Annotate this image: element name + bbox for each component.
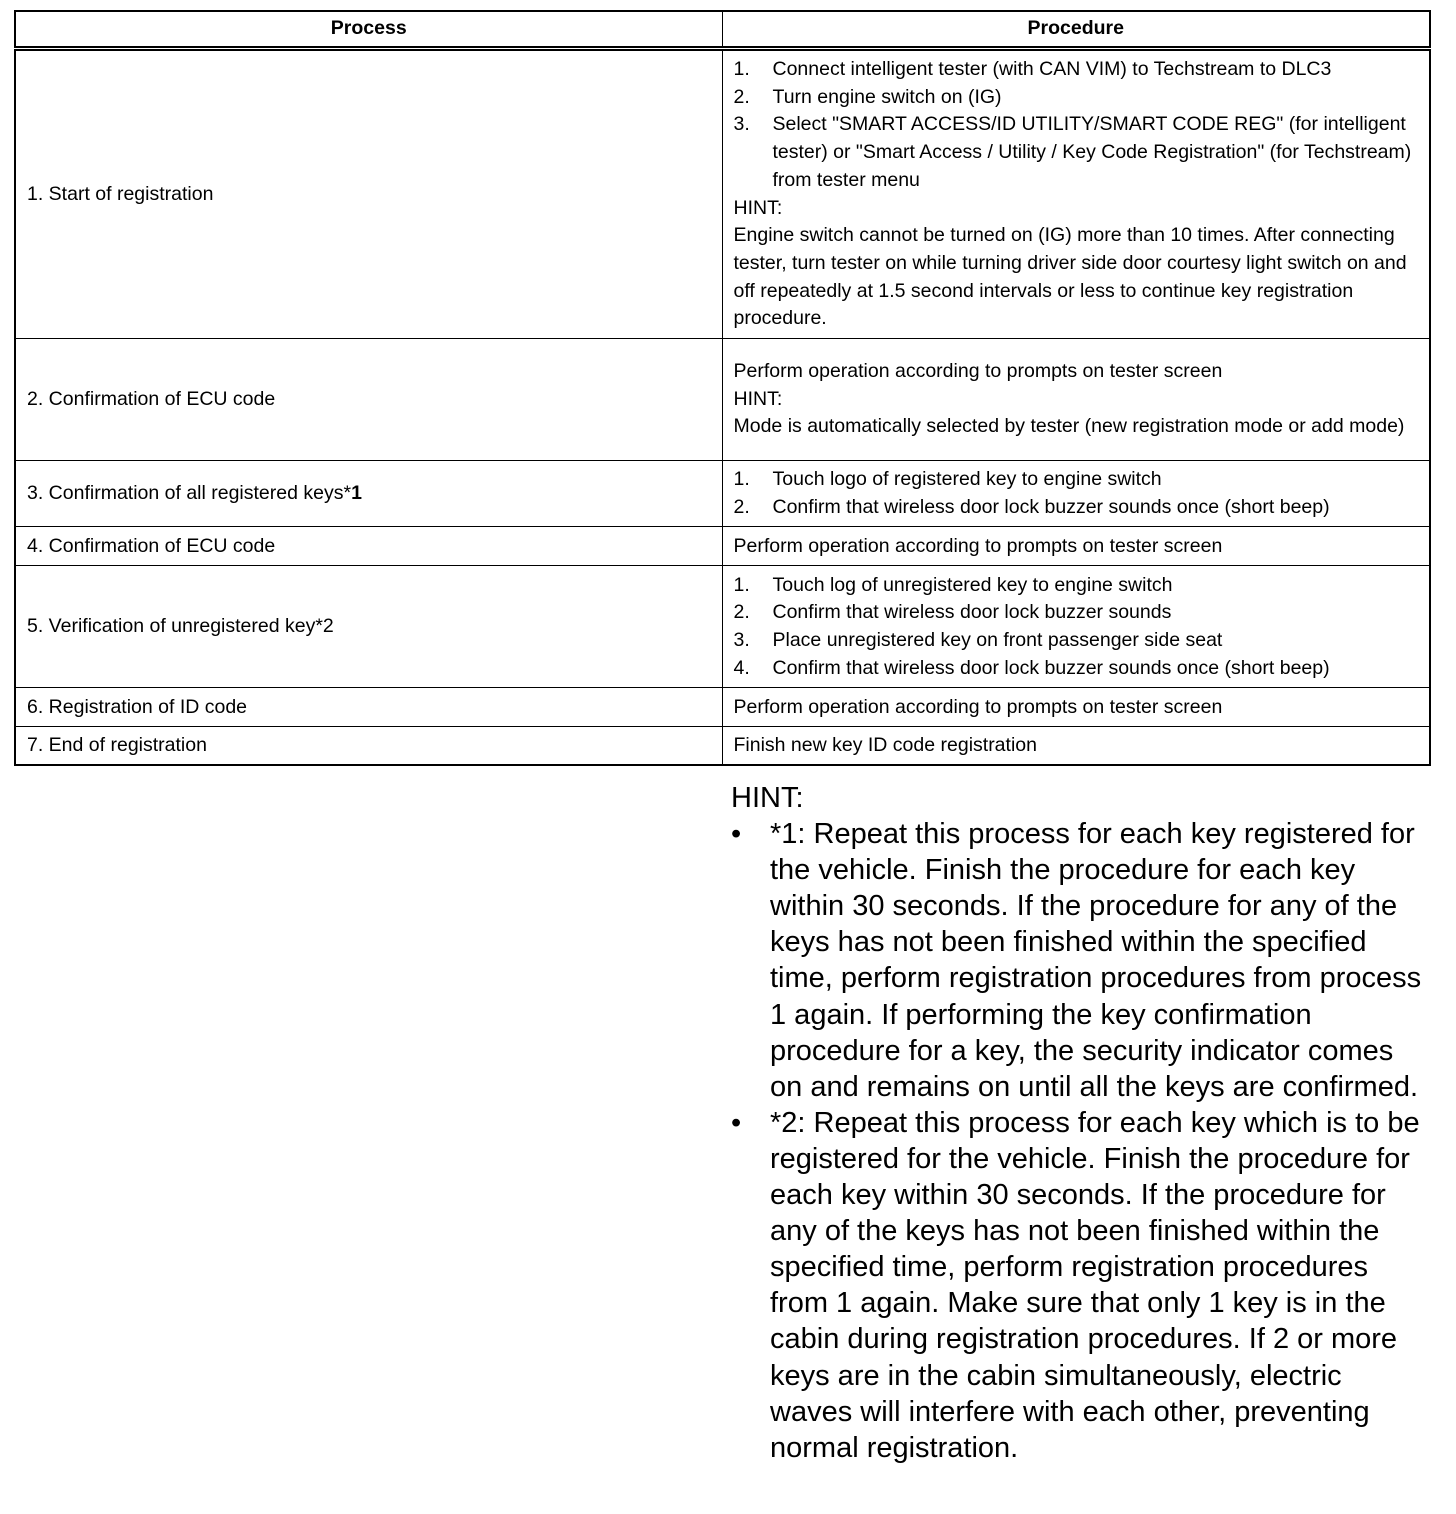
hint-item-text: *2: Repeat this process for each key which is to be registered for the vehicle. Finish the procedure for each key within 30 seconds. If the procedure for any of the keys has not been finished within the specified time, perform registration procedures from 1 again. Make sure that only 1 key is in the cabin during registration procedures. If 2 or more keys are in the cabin simultaneously, electric waves will interfere with each other, preventing normal registration. <box>770 1106 1420 1464</box>
process-cell: 4. Confirmation of ECU code <box>15 527 722 566</box>
footnote-marker: 1 <box>351 481 362 504</box>
step-text: Select "SMART ACCESS/ID UTILITY/SMART CODE REG" (for intelligent tester) or "Smart Access / Utility / Key Code Registration" (for Techstream) from tester menu <box>772 113 1412 191</box>
hint-text: Mode is automatically selected by tester (new registration mode or add mode) <box>733 415 1405 438</box>
process-label: 3. Confirmation of all registered keys* <box>27 481 352 504</box>
step-number: 4. <box>733 656 750 679</box>
table-row <box>15 49 1430 339</box>
table-row <box>15 727 1430 765</box>
registration-procedure-table <box>14 10 1431 766</box>
step-number: 2. <box>733 601 750 624</box>
process-cell: 1. Start of registration <box>15 49 722 339</box>
procedure-cell: Perform operation according to prompts on tester screen <box>722 527 1430 566</box>
hint-list-item <box>731 1105 1431 1466</box>
step-text: Touch log of unregistered key to engine switch <box>772 573 1173 596</box>
procedure-step <box>734 494 1419 522</box>
hint-section <box>731 780 1431 1466</box>
table-row <box>15 527 1430 566</box>
step-text: Confirm that wireless door lock buzzer sounds once (short beep) <box>772 656 1330 679</box>
procedure-step <box>734 599 1419 627</box>
procedure-cell: Perform operation according to prompts on tester screen <box>722 688 1430 727</box>
procedure-step <box>734 466 1419 494</box>
step-number: 1. <box>733 573 750 596</box>
procedure-step <box>734 627 1419 655</box>
column-header-procedure: Procedure <box>722 11 1430 49</box>
table-row <box>15 688 1430 727</box>
step-text: Turn engine switch on (IG) <box>772 85 1002 108</box>
procedure-cell: Finish new key ID code registration <box>722 727 1430 765</box>
procedure-cell <box>722 49 1430 339</box>
step-text: Confirm that wireless door lock buzzer sounds once (short beep) <box>772 495 1330 518</box>
hint-item-text: *1: Repeat this process for each key registered for the vehicle. Finish the procedure for each key within 30 seconds. If the procedure for any of the keys has not been finished within the specified time, perform registration procedures from process 1 again. If performing the key confirmation procedure for a key, the security indicator comes on and remains on until all the keys are confirmed. <box>770 818 1422 1103</box>
hint-title: HINT: <box>731 782 804 814</box>
hint-list-item <box>731 816 1431 1105</box>
table-row <box>15 566 1430 688</box>
table-row <box>15 339 1430 461</box>
step-text: Touch logo of registered key to engine switch <box>772 468 1162 491</box>
procedure-step <box>734 84 1419 112</box>
table-row <box>15 461 1430 527</box>
hint-text: Engine switch cannot be turned on (IG) more than 10 times. After connecting tester, turn tester on while turning driver side door courtesy light switch on and off repeatedly at 1.5 second intervals or less to continue key registration procedure. <box>733 224 1407 330</box>
process-cell: 2. Confirmation of ECU code <box>15 339 722 461</box>
process-cell <box>15 461 722 527</box>
procedure-text: Perform operation according to prompts on tester screen <box>733 359 1223 382</box>
procedure-cell <box>722 461 1430 527</box>
procedure-step <box>734 111 1419 194</box>
step-number: 2. <box>733 85 750 108</box>
step-text: Connect intelligent tester (with CAN VIM) to Techstream to DLC3 <box>772 58 1332 80</box>
procedure-step <box>734 56 1419 84</box>
procedure-step <box>734 655 1419 683</box>
procedure-cell <box>722 339 1430 461</box>
procedure-step <box>734 572 1419 600</box>
hint-label: HINT: <box>733 387 783 410</box>
process-cell: 6. Registration of ID code <box>15 688 722 727</box>
step-number: 1. <box>733 468 750 491</box>
step-number: 1. <box>733 58 750 80</box>
process-cell: 7. End of registration <box>15 727 722 765</box>
bullet-icon: • <box>731 1106 742 1139</box>
column-header-process: Process <box>15 11 722 49</box>
hint-label: HINT: <box>733 196 783 219</box>
step-number: 3. <box>733 628 750 651</box>
step-text: Place unregistered key on front passenger side seat <box>772 628 1223 651</box>
table-header-row <box>15 11 1430 49</box>
bullet-icon: • <box>731 818 742 851</box>
step-number: 3. <box>733 113 750 136</box>
procedure-cell <box>722 566 1430 688</box>
step-text: Confirm that wireless door lock buzzer sounds <box>772 601 1172 624</box>
step-number: 2. <box>733 495 750 518</box>
process-cell: 5. Verification of unregistered key*2 <box>15 566 722 688</box>
